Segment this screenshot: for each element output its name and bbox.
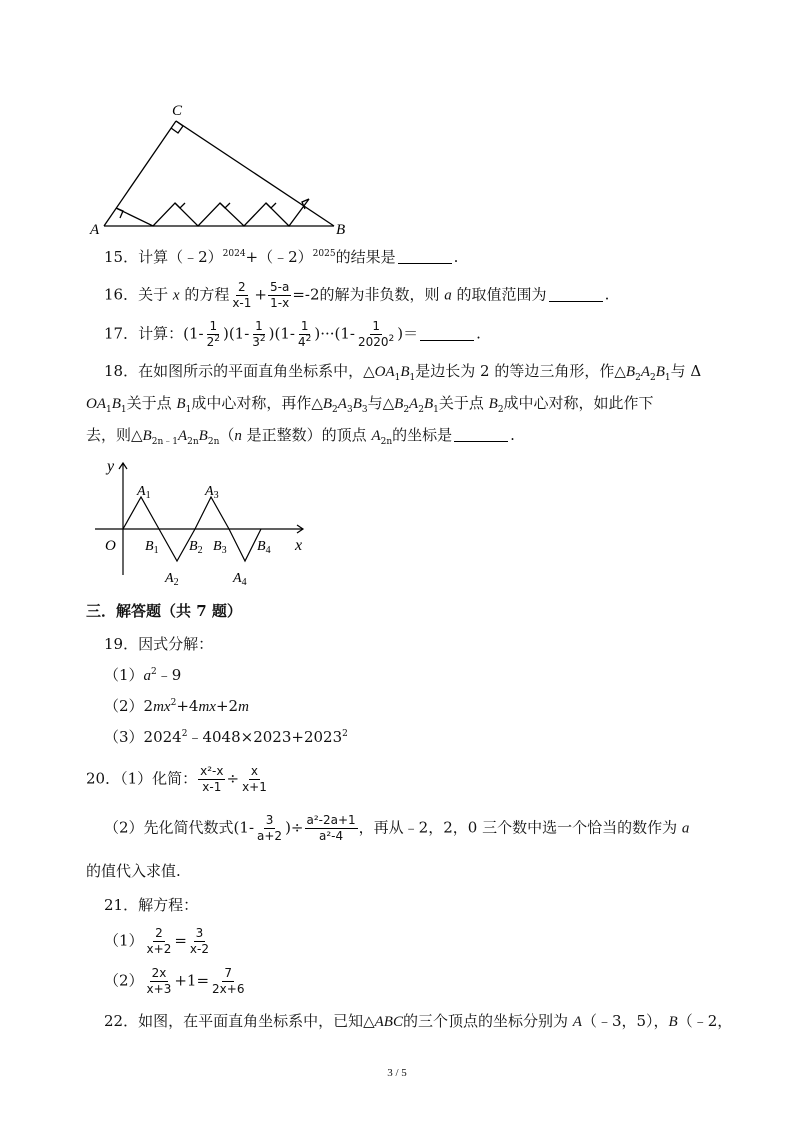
- axis-x-label: x: [295, 537, 303, 554]
- question-21-part-2: （2） $\frac{2x}{x+3}$ +1= $\frac{7}{2x+6}$: [104, 966, 245, 996]
- fraction: $\frac{2x}{x+3}$: [146, 966, 172, 996]
- fraction: $\frac{5-a}{1-x}$: [269, 280, 290, 310]
- fraction: $\frac{1}{2020^2}$: [358, 319, 395, 349]
- triangle-figure: [80, 95, 360, 240]
- label-a3: $A_3$: [205, 484, 219, 501]
- question-20-part-2-line-2: 的值代入求值.: [86, 862, 181, 880]
- fraction: $\frac{\text{x²-x}}{x-1}$: [200, 764, 224, 794]
- label-b1: $B_1$: [145, 539, 159, 556]
- answer-blank[interactable]: [549, 287, 603, 302]
- question-21-part-1: （1） $\frac{2}{x+2}$ = $\frac{3}{x-2}$: [104, 926, 209, 956]
- question-19-part-1: $(1)a^2﹣9$: [104, 666, 182, 684]
- fraction: $\frac{x}{x+1}$: [242, 764, 267, 794]
- question-17: 17．计算：(1- $\frac{1}{2^2}$ )(1- $\frac{1}{3^2}$ )(1- $\frac{1}{4^2}$ )···(1- $\frac{1}{2020^2}$ )＝ .: [104, 319, 481, 349]
- axis-y-label: y: [107, 458, 115, 475]
- question-19-part-3: $(3)2024^2﹣4048\times 2023+2023^2$: [104, 728, 348, 746]
- question-19-part-2: $(2)2mx^2+4mx+2m$: [104, 697, 249, 715]
- fraction: $\frac{3}{a+2}$: [257, 813, 283, 843]
- page-number: 3 / 5: [387, 1067, 407, 1079]
- question-18-line-2: $OA_1B_1$关于点 $B_1$成中心对称，再作$\triangle B_2A_3B_3$与$\triangle B_2A_2B_1$关于点 $B_2$成中心对称，如此作下: [86, 394, 654, 415]
- fraction: $\frac{7}{2x+6}$: [212, 966, 245, 996]
- fraction: $\frac{1}{2^2}$: [206, 319, 220, 349]
- label-a4: $A_4$: [233, 571, 247, 588]
- label-c: C: [172, 103, 183, 119]
- fraction: $\frac{1}{3^2}$: [252, 319, 266, 349]
- question-20-part-1: 20．（1）化简： $\frac{\text{x²-x}}{x-1}$ ÷ $\frac{x}{x+1}$: [86, 764, 267, 794]
- question-20-part-2: （2）先化简代数式(1- $\frac{3}{a+2}$ )÷ $\frac{\text{a²-2a+1}}{\text{a²-4}}$ ，再从﹣2，2，0 三个数中选一个恰当的数作为 a: [104, 813, 690, 843]
- question-18-line-3: 去，则$\triangle B_{2n﹣1}A_{2n}B_{2n}(n$ 是正整数）的顶点 $A_{2n}$的坐标是 .: [86, 426, 515, 447]
- question-18-line-1: 18．在如图所示的平面直角坐标系中，$\triangle OA_1B_1$是边长为 2 的等边三角形，作$\triangle B_2A_2B_1$与 Δ: [104, 362, 702, 383]
- question-22: 22．如图，在平面直角坐标系中，已知△ABC的三个顶点的坐标分别为 A（﹣3，5），B（﹣2，: [104, 1012, 733, 1030]
- label-a: A: [90, 222, 100, 238]
- question-19: 19．因式分解：: [104, 635, 214, 653]
- fraction: $\frac{\text{a²-2a+1}}{\text{a²-4}}$: [306, 813, 356, 843]
- label-b4: $B_4$: [257, 539, 271, 556]
- label-a1: $A_1$: [137, 484, 151, 501]
- coordinate-figure: [95, 455, 315, 590]
- label-b3: $B_3$: [213, 539, 227, 556]
- label-a2: $A_2$: [165, 571, 179, 588]
- fraction: $\frac{2}{x+2}$: [146, 926, 172, 956]
- fraction: $\frac{3}{x-2}$: [189, 926, 209, 956]
- section-heading: 三．解答题（共 7 题）: [86, 602, 242, 620]
- origin-label: O: [105, 538, 116, 554]
- question-16: 16．关于 x 的方程 $\frac{2}{x-1}$ + $\frac{5-a}{1-x}$ =-2的解为非负数，则 a 的取值范围为 .: [104, 280, 610, 310]
- label-b: B: [336, 222, 346, 238]
- question-21: 21．解方程：: [104, 896, 199, 914]
- answer-blank[interactable]: [454, 427, 508, 442]
- fraction: $\frac{2}{x-1}$: [232, 280, 252, 310]
- answer-blank[interactable]: [420, 326, 474, 341]
- fraction: $\frac{1}{4^2}$: [297, 319, 312, 349]
- answer-blank[interactable]: [398, 249, 452, 264]
- question-15: 15．计算（﹣2）$^{2024}$+（﹣2）$^{2025}$的结果是 .: [104, 248, 459, 266]
- label-b2: $B_2$: [189, 539, 203, 556]
